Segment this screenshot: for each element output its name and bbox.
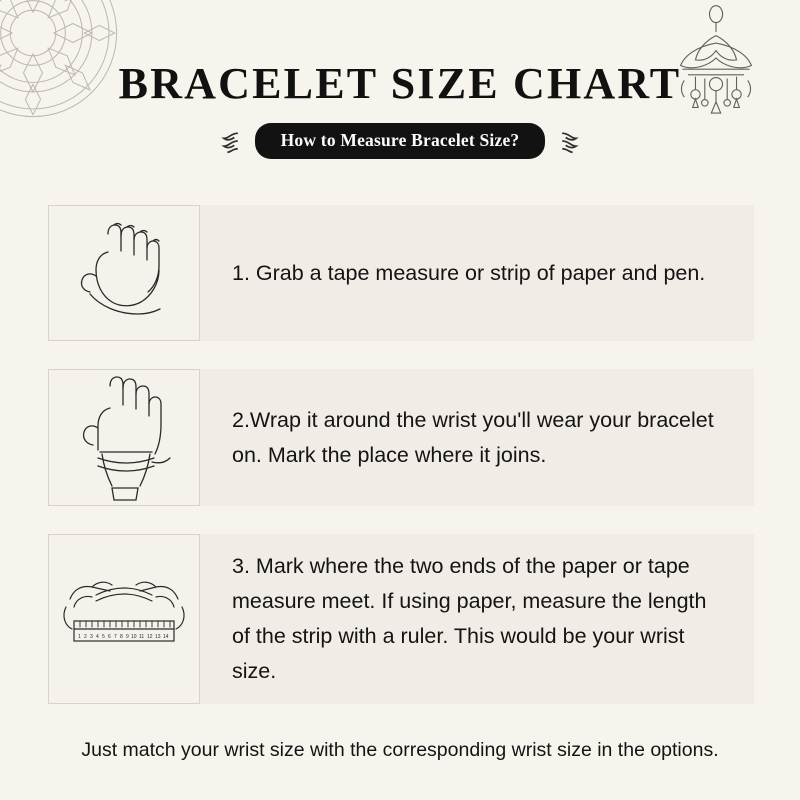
svg-text:4: 4 xyxy=(96,634,99,640)
svg-text:7: 7 xyxy=(114,634,117,640)
svg-text:1: 1 xyxy=(78,634,81,640)
subtitle-row xyxy=(0,123,800,159)
hands-measuring-strip-with-ruler-illustration xyxy=(56,559,192,679)
svg-text:5: 5 xyxy=(102,634,105,640)
svg-text:3: 3 xyxy=(90,634,93,640)
page-title: BRACELET SIZE CHART xyxy=(118,59,682,108)
hand-fist-with-tape-illustration xyxy=(64,216,184,331)
step-2-text: 2.Wrap it around the wrist you'll wear your bracelet on. Mark the place where it joins. xyxy=(232,407,714,467)
hand-with-tape-around-wrist-illustration xyxy=(64,370,184,505)
svg-text:2: 2 xyxy=(84,634,87,640)
svg-text:13: 13 xyxy=(155,634,161,640)
step-2-image xyxy=(48,369,200,506)
svg-text:6: 6 xyxy=(108,634,111,640)
step-3-image xyxy=(48,534,200,704)
footer-note: Just match your wrist size with the corresponding wrist size in the options. xyxy=(81,739,719,761)
flourish-left-icon xyxy=(217,128,243,154)
list-item xyxy=(48,205,754,341)
svg-text:8: 8 xyxy=(120,634,123,640)
svg-text:11: 11 xyxy=(139,634,145,640)
svg-text:14: 14 xyxy=(163,634,169,640)
step-1-text: 1. Grab a tape measure or strip of paper and pen. xyxy=(232,260,706,285)
svg-text:10: 10 xyxy=(131,634,137,640)
list-item xyxy=(48,534,754,704)
flourish-right-icon xyxy=(557,128,583,154)
subtitle-pill: How to Measure Bracelet Size? xyxy=(255,123,546,159)
step-1-image xyxy=(48,205,200,341)
list-item xyxy=(48,369,754,506)
svg-text:9: 9 xyxy=(126,634,129,640)
step-3-text: 3. Mark where the two ends of the paper or tape measure meet. If using paper, measure the length of the strip with a ruler. This would be your wrist size. xyxy=(232,554,707,683)
svg-text:12: 12 xyxy=(147,634,153,640)
steps-list xyxy=(48,205,754,732)
